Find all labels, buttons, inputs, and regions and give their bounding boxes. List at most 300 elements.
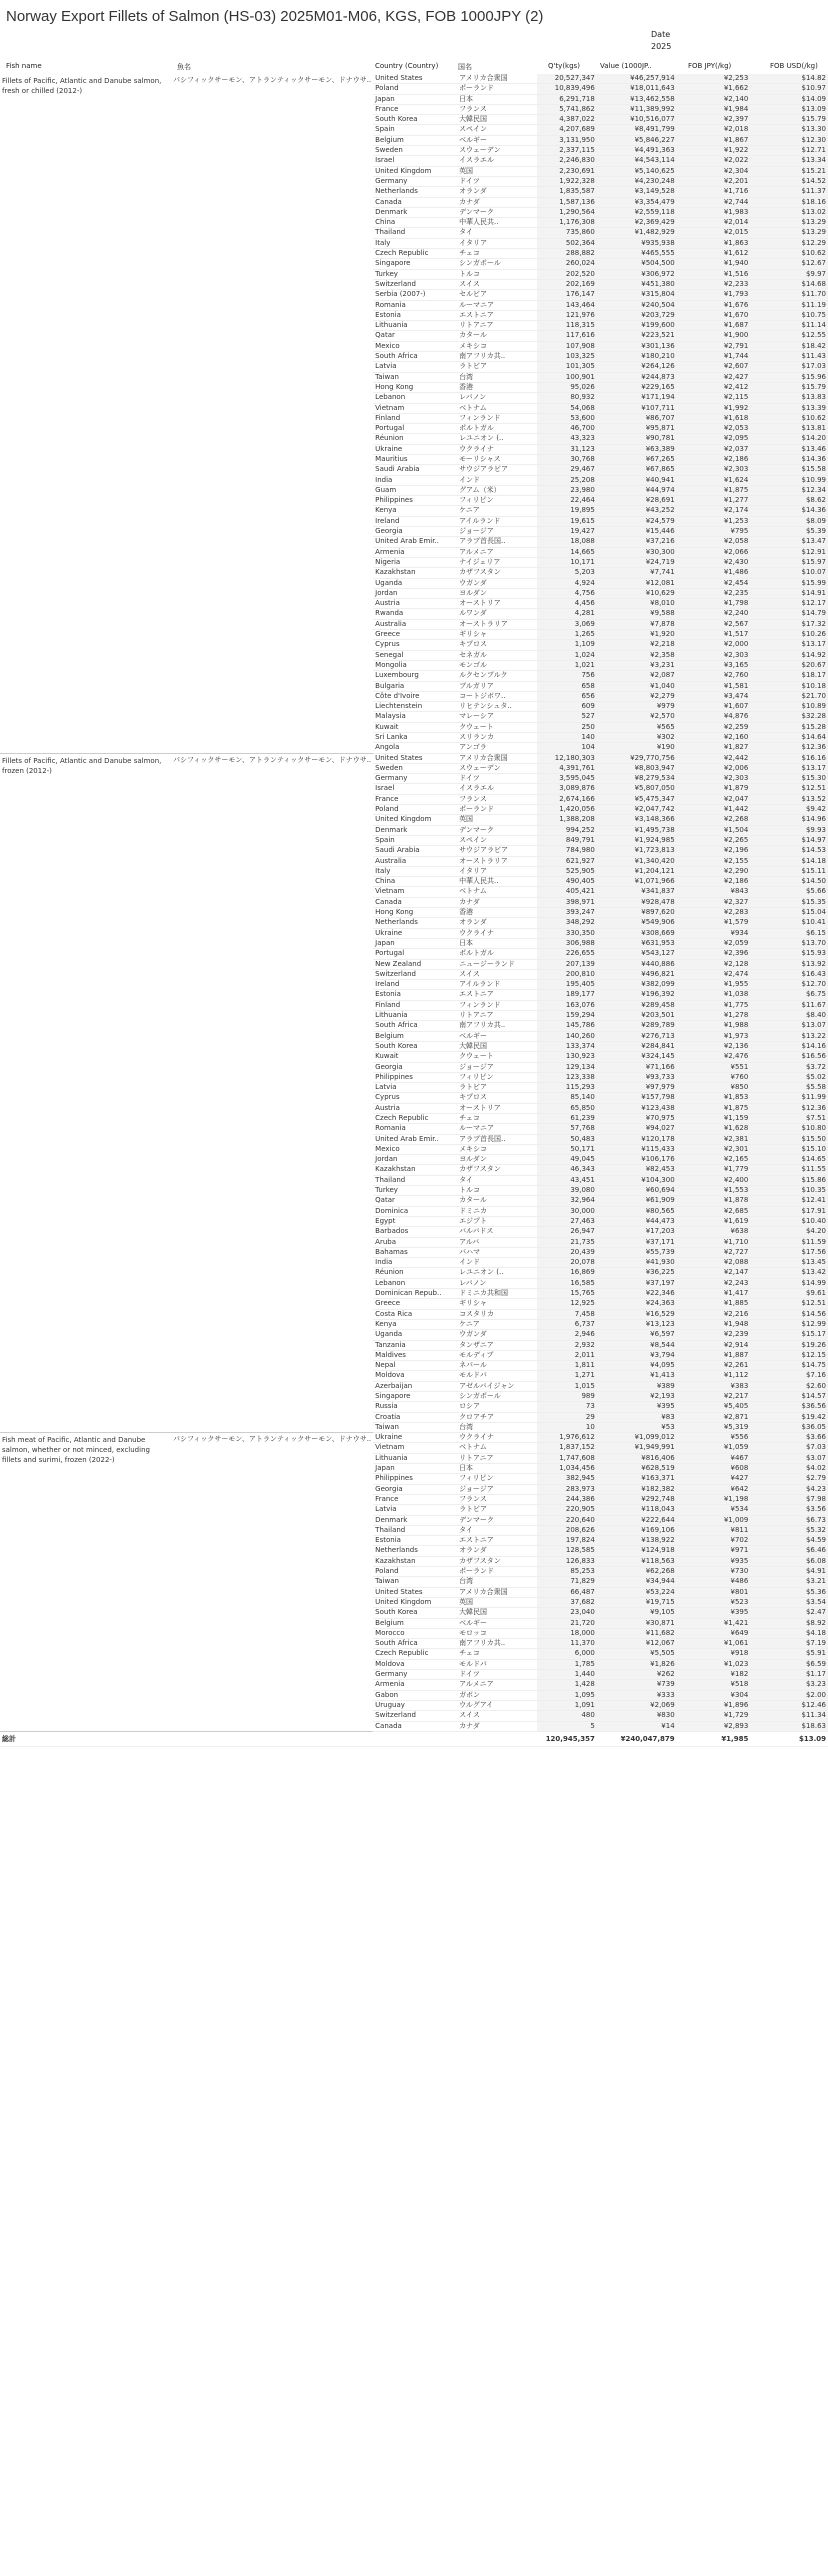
value-cell: ¥289,458 — [597, 1000, 677, 1010]
country-cell: Hong Kong — [373, 908, 457, 918]
country-cell: Liechtenstein — [373, 702, 457, 712]
fob-usd-cell: $10.62 — [750, 413, 828, 423]
country-cell: Denmark — [373, 1515, 457, 1525]
country-jp-cell: アラブ首長国.. — [457, 537, 537, 547]
country-jp-cell: デンマーク — [457, 825, 537, 835]
fob-usd-cell: $2.79 — [750, 1474, 828, 1484]
fob-jpy-cell: ¥1,618 — [677, 413, 751, 423]
country-jp-cell: リトアニア — [457, 1453, 537, 1463]
country-jp-cell: レユニオン (.. — [457, 1268, 537, 1278]
qty-cell: 46,343 — [537, 1165, 597, 1175]
fob-jpy-cell: ¥2,128 — [677, 959, 751, 969]
fob-usd-cell: $6.15 — [750, 928, 828, 938]
country-jp-cell: フィンランド — [457, 1000, 537, 1010]
fob-usd-cell: $13.47 — [750, 537, 828, 547]
fob-jpy-cell: ¥2,760 — [677, 671, 751, 681]
fob-usd-cell: $15.21 — [750, 166, 828, 176]
qty-cell: 621,927 — [537, 856, 597, 866]
country-cell: Kuwait — [373, 1052, 457, 1062]
fob-jpy-cell: ¥2,217 — [677, 1392, 751, 1402]
country-jp-cell: 台湾 — [457, 1422, 537, 1432]
fob-jpy-cell: ¥2,186 — [677, 877, 751, 887]
value-cell: ¥382,099 — [597, 980, 677, 990]
value-cell: ¥2,069 — [597, 1700, 677, 1710]
fob-jpy-cell: ¥534 — [677, 1505, 751, 1515]
country-cell: Lithuania — [373, 321, 457, 331]
fob-usd-cell: $13.09 — [750, 104, 828, 114]
country-cell: Ukraine — [373, 1433, 457, 1443]
country-jp-cell: ギリシャ — [457, 630, 537, 640]
date-header: Date — [651, 30, 671, 39]
fob-jpy-cell: ¥2,303 — [677, 774, 751, 784]
fob-jpy-cell: ¥1,827 — [677, 743, 751, 753]
fish-name-jp-cell: パシフィックサーモン、アトランティックサーモン、ドナウサ.. — [171, 74, 373, 753]
value-cell: ¥8,544 — [597, 1340, 677, 1350]
country-cell: Kenya — [373, 506, 457, 516]
country-jp-cell: 大韓民国 — [457, 1041, 537, 1051]
country-jp-cell: 南アフリカ共.. — [457, 352, 537, 362]
country-cell: Réunion — [373, 1268, 457, 1278]
qty-cell: 71,829 — [537, 1577, 597, 1587]
total-value: ¥240,047,879 — [597, 1731, 677, 1746]
fob-jpy-cell: ¥2,047 — [677, 794, 751, 804]
qty-cell: 849,791 — [537, 835, 597, 845]
fob-jpy-cell: ¥1,940 — [677, 259, 751, 269]
country-jp-cell: ルーマニア — [457, 1124, 537, 1134]
country-cell: United Arab Emir.. — [373, 1134, 457, 1144]
value-cell: ¥199,600 — [597, 321, 677, 331]
qty-cell: 118,315 — [537, 321, 597, 331]
country-jp-cell: レバノン — [457, 1278, 537, 1288]
value-cell: ¥82,453 — [597, 1165, 677, 1175]
country-jp-cell: アラブ首長国.. — [457, 1134, 537, 1144]
value-cell: ¥7,741 — [597, 568, 677, 578]
qty-cell: 31,123 — [537, 444, 597, 454]
country-cell: Belgium — [373, 1031, 457, 1041]
qty-cell: 128,585 — [537, 1546, 597, 1556]
country-jp-cell: リヒテンシュタ.. — [457, 702, 537, 712]
country-cell: Philippines — [373, 1474, 457, 1484]
qty-cell: 22,464 — [537, 496, 597, 506]
country-cell: Armenia — [373, 547, 457, 557]
country-jp-cell: ネパール — [457, 1361, 537, 1371]
country-jp-cell: チェコ — [457, 249, 537, 259]
value-cell: ¥106,176 — [597, 1155, 677, 1165]
qty-cell: 53,600 — [537, 413, 597, 423]
fob-usd-cell: $10.35 — [750, 1186, 828, 1196]
fob-usd-cell: $15.86 — [750, 1175, 828, 1185]
qty-cell: 189,177 — [537, 990, 597, 1000]
fob-usd-cell: $11.43 — [750, 352, 828, 362]
qty-cell: 1,176,308 — [537, 218, 597, 228]
fob-usd-cell: $13.29 — [750, 228, 828, 238]
fob-jpy-cell: ¥2,155 — [677, 856, 751, 866]
value-cell: ¥182,382 — [597, 1484, 677, 1494]
country-jp-cell: カタール — [457, 331, 537, 341]
country-cell: Lebanon — [373, 393, 457, 403]
country-cell: Netherlands — [373, 918, 457, 928]
fob-jpy-cell: ¥1,900 — [677, 331, 751, 341]
value-cell: ¥163,371 — [597, 1474, 677, 1484]
fob-jpy-cell: ¥730 — [677, 1567, 751, 1577]
country-cell: Saudi Arabia — [373, 846, 457, 856]
country-jp-cell: ケニア — [457, 1319, 537, 1329]
value-cell: ¥30,871 — [597, 1618, 677, 1628]
fob-usd-cell: $14.57 — [750, 1392, 828, 1402]
value-cell: ¥1,040 — [597, 681, 677, 691]
value-cell: ¥123,438 — [597, 1103, 677, 1113]
fob-usd-cell: $11.67 — [750, 1000, 828, 1010]
country-jp-cell: ウガンダ — [457, 1330, 537, 1340]
value-cell: ¥107,711 — [597, 403, 677, 413]
qty-cell: 4,391,761 — [537, 763, 597, 773]
fob-jpy-cell: ¥2,066 — [677, 547, 751, 557]
fob-jpy-cell: ¥1,516 — [677, 269, 751, 279]
country-cell: Sweden — [373, 763, 457, 773]
fob-jpy-cell: ¥1,278 — [677, 1011, 751, 1021]
qty-cell: 39,080 — [537, 1186, 597, 1196]
country-cell: Côte d'Ivoire — [373, 691, 457, 701]
country-cell: Germany — [373, 774, 457, 784]
qty-cell: 2,932 — [537, 1340, 597, 1350]
country-cell: Ireland — [373, 980, 457, 990]
qty-cell: 3,089,876 — [537, 784, 597, 794]
country-jp-cell: ベルギー — [457, 135, 537, 145]
country-jp-cell: ジョージア — [457, 527, 537, 537]
country-jp-cell: ベルギー — [457, 1031, 537, 1041]
value-cell: ¥451,380 — [597, 279, 677, 289]
fob-jpy-cell: ¥1,793 — [677, 290, 751, 300]
country-cell: Georgia — [373, 1484, 457, 1494]
country-cell: Georgia — [373, 1062, 457, 1072]
fob-usd-cell: $2.00 — [750, 1690, 828, 1700]
fob-jpy-cell: ¥2,396 — [677, 949, 751, 959]
fob-jpy-cell: ¥1,878 — [677, 1196, 751, 1206]
country-jp-cell: 大韓民国 — [457, 115, 537, 125]
fob-jpy-cell: ¥1,504 — [677, 825, 751, 835]
value-cell: ¥301,136 — [597, 341, 677, 351]
fob-usd-cell: $5.39 — [750, 527, 828, 537]
fob-jpy-cell: ¥2,160 — [677, 733, 751, 743]
value-cell: ¥37,197 — [597, 1278, 677, 1288]
qty-cell: 480 — [537, 1711, 597, 1721]
fob-usd-cell: $14.64 — [750, 733, 828, 743]
fob-usd-cell: $32.28 — [750, 712, 828, 722]
fob-jpy-cell: ¥395 — [677, 1608, 751, 1618]
country-cell: Vietnam — [373, 1443, 457, 1453]
fob-jpy-cell: ¥934 — [677, 928, 751, 938]
qty-cell: 12,180,303 — [537, 753, 597, 763]
country-jp-cell: メキシコ — [457, 341, 537, 351]
fob-jpy-cell: ¥2,216 — [677, 1309, 751, 1319]
value-cell: ¥15,446 — [597, 527, 677, 537]
country-jp-cell: シンガポール — [457, 259, 537, 269]
country-jp-cell: グアム（米） — [457, 485, 537, 495]
qty-cell: 29,467 — [537, 465, 597, 475]
country-jp-cell: アメリカ合衆国 — [457, 74, 537, 84]
qty-cell: 6,000 — [537, 1649, 597, 1659]
country-cell: Kazakhstan — [373, 1165, 457, 1175]
value-cell: ¥14 — [597, 1721, 677, 1731]
fob-jpy-cell: ¥1,421 — [677, 1618, 751, 1628]
fob-jpy-cell: ¥486 — [677, 1577, 751, 1587]
value-cell: ¥203,729 — [597, 310, 677, 320]
fob-jpy-cell: ¥1,716 — [677, 187, 751, 197]
value-cell: ¥24,719 — [597, 557, 677, 567]
country-jp-cell: アイルランド — [457, 980, 537, 990]
qty-cell: 19,615 — [537, 516, 597, 526]
country-jp-cell: ロシア — [457, 1402, 537, 1412]
country-jp-cell: 中華人民共.. — [457, 877, 537, 887]
fob-usd-cell: $10.41 — [750, 918, 828, 928]
country-cell: United States — [373, 753, 457, 763]
fob-jpy-cell: ¥1,744 — [677, 352, 751, 362]
country-cell: Greece — [373, 1299, 457, 1309]
qty-cell: 5,203 — [537, 568, 597, 578]
qty-cell: 66,487 — [537, 1587, 597, 1597]
fob-usd-cell: $19.42 — [750, 1412, 828, 1422]
fob-usd-cell: $36.56 — [750, 1402, 828, 1412]
qty-cell: 1,024 — [537, 650, 597, 660]
qty-cell: 989 — [537, 1392, 597, 1402]
country-cell: Vietnam — [373, 403, 457, 413]
qty-cell: 19,427 — [537, 527, 597, 537]
fob-usd-cell: $13.34 — [750, 156, 828, 166]
qty-cell: 10,839,496 — [537, 84, 597, 94]
fob-usd-cell: $12.36 — [750, 743, 828, 753]
qty-cell: 330,350 — [537, 928, 597, 938]
country-cell: Estonia — [373, 1536, 457, 1546]
country-jp-cell: リトアニア — [457, 1011, 537, 1021]
country-jp-cell: オランダ — [457, 918, 537, 928]
qty-cell: 1,747,608 — [537, 1453, 597, 1463]
country-cell: Romania — [373, 1124, 457, 1134]
fob-usd-cell: $15.79 — [750, 115, 828, 125]
fob-jpy-cell: ¥1,198 — [677, 1494, 751, 1504]
fob-jpy-cell: ¥702 — [677, 1536, 751, 1546]
value-cell: ¥55,739 — [597, 1247, 677, 1257]
fob-jpy-cell: ¥1,948 — [677, 1319, 751, 1329]
qty-cell: 4,387,022 — [537, 115, 597, 125]
qty-cell: 123,338 — [537, 1072, 597, 1082]
fob-usd-cell: $13.39 — [750, 403, 828, 413]
qty-cell: 1,290,564 — [537, 207, 597, 217]
fob-usd-cell: $14.20 — [750, 434, 828, 444]
fob-usd-cell: $12.67 — [750, 259, 828, 269]
fob-usd-cell: $19.26 — [750, 1340, 828, 1350]
country-jp-cell: ベルギー — [457, 1618, 537, 1628]
fob-usd-cell: $13.02 — [750, 207, 828, 217]
fob-usd-cell: $11.70 — [750, 290, 828, 300]
value-cell: ¥4,095 — [597, 1361, 677, 1371]
qty-cell: 1,021 — [537, 660, 597, 670]
country-cell: Latvia — [373, 1083, 457, 1093]
fob-jpy-cell: ¥2,015 — [677, 228, 751, 238]
qty-cell: 21,720 — [537, 1618, 597, 1628]
fob-jpy-cell: ¥2,744 — [677, 197, 751, 207]
fob-jpy-cell: ¥1,798 — [677, 599, 751, 609]
qty-cell: 16,869 — [537, 1268, 597, 1278]
value-cell: ¥180,210 — [597, 352, 677, 362]
country-jp-cell: デンマーク — [457, 207, 537, 217]
fob-jpy-cell: ¥556 — [677, 1433, 751, 1443]
fob-jpy-cell: ¥2,454 — [677, 578, 751, 588]
fob-usd-cell: $14.91 — [750, 588, 828, 598]
fob-jpy-cell: ¥2,196 — [677, 846, 751, 856]
country-jp-cell: 中華人民共.. — [457, 218, 537, 228]
fish-name-cell: Fish meat of Pacific, Atlantic and Danube salmon, whether or not minced, excluding fillets and surimi, frozen (2022-) — [0, 1433, 171, 1732]
country-cell: Jordan — [373, 588, 457, 598]
fob-jpy-cell: ¥2,301 — [677, 1144, 751, 1154]
qty-cell: 49,045 — [537, 1155, 597, 1165]
value-cell: ¥61,909 — [597, 1196, 677, 1206]
qty-cell: 107,908 — [537, 341, 597, 351]
country-cell: United Kingdom — [373, 815, 457, 825]
country-jp-cell: 英国 — [457, 1597, 537, 1607]
value-cell: ¥67,265 — [597, 454, 677, 464]
value-cell: ¥302 — [597, 733, 677, 743]
fob-usd-cell: $15.79 — [750, 382, 828, 392]
value-cell: ¥276,713 — [597, 1031, 677, 1041]
qty-cell: 1,095 — [537, 1690, 597, 1700]
fob-jpy-cell: ¥1,670 — [677, 310, 751, 320]
fish-name-cell: Fillets of Pacific, Atlantic and Danube salmon, frozen (2012-) — [0, 753, 171, 1433]
qty-cell: 244,386 — [537, 1494, 597, 1504]
qty-cell: 115,293 — [537, 1083, 597, 1093]
country-cell: South Africa — [373, 1639, 457, 1649]
country-jp-cell: ポーランド — [457, 1567, 537, 1577]
qty-cell: 200,810 — [537, 969, 597, 979]
qty-cell: 656 — [537, 691, 597, 701]
value-cell: ¥341,837 — [597, 887, 677, 897]
country-cell: Italy — [373, 866, 457, 876]
fob-jpy-cell: ¥2,290 — [677, 866, 751, 876]
qty-cell: 382,945 — [537, 1474, 597, 1484]
fob-usd-cell: $11.99 — [750, 1093, 828, 1103]
country-jp-cell: ウクライナ — [457, 1433, 537, 1443]
value-cell: ¥43,252 — [597, 506, 677, 516]
value-cell: ¥4,543,114 — [597, 156, 677, 166]
qty-cell: 30,000 — [537, 1206, 597, 1216]
country-jp-cell: ウクライナ — [457, 928, 537, 938]
country-cell: Philippines — [373, 496, 457, 506]
country-jp-cell: モーリシャス — [457, 454, 537, 464]
value-cell: ¥5,807,050 — [597, 784, 677, 794]
fob-jpy-cell: ¥182 — [677, 1670, 751, 1680]
fob-jpy-cell: ¥2,442 — [677, 753, 751, 763]
total-fob-usd: $13.09 — [750, 1731, 828, 1746]
fob-jpy-cell: ¥1,687 — [677, 321, 751, 331]
country-jp-header: 国名 — [458, 63, 472, 71]
value-cell: ¥830 — [597, 1711, 677, 1721]
value-cell: ¥115,433 — [597, 1144, 677, 1154]
country-jp-cell: ドミニカ共和国 — [457, 1289, 537, 1299]
qty-cell: 2,674,166 — [537, 794, 597, 804]
qty-cell: 54,068 — [537, 403, 597, 413]
country-cell: Bahamas — [373, 1247, 457, 1257]
fob-usd-cell: $10.07 — [750, 568, 828, 578]
fob-jpy-cell: ¥1,619 — [677, 1216, 751, 1226]
fob-jpy-cell: ¥427 — [677, 1474, 751, 1484]
fob-usd-cell: $7.98 — [750, 1494, 828, 1504]
qty-cell: 4,756 — [537, 588, 597, 598]
qty-cell: 14,665 — [537, 547, 597, 557]
country-cell: Hong Kong — [373, 382, 457, 392]
fob-jpy-cell: ¥795 — [677, 527, 751, 537]
country-cell: Canada — [373, 1721, 457, 1731]
country-cell: Portugal — [373, 949, 457, 959]
value-cell: ¥935,938 — [597, 238, 677, 248]
country-jp-cell: 英国 — [457, 815, 537, 825]
fob-jpy-cell: ¥5,405 — [677, 1402, 751, 1412]
fob-jpy-cell: ¥2,303 — [677, 650, 751, 660]
fob-jpy-cell: ¥3,165 — [677, 660, 751, 670]
value-cell: ¥3,149,528 — [597, 187, 677, 197]
country-jp-cell: チェコ — [457, 1649, 537, 1659]
qty-cell: 11,370 — [537, 1639, 597, 1649]
fob-usd-cell: $12.51 — [750, 784, 828, 794]
value-cell: ¥1,482,929 — [597, 228, 677, 238]
fob-jpy-cell: ¥2,018 — [677, 125, 751, 135]
qty-cell: 129,134 — [537, 1062, 597, 1072]
value-cell: ¥3,354,479 — [597, 197, 677, 207]
country-cell: New Zealand — [373, 959, 457, 969]
fob-usd-cell: $13.07 — [750, 1021, 828, 1031]
fob-usd-cell: $9.42 — [750, 805, 828, 815]
value-cell: ¥67,865 — [597, 465, 677, 475]
qty-cell: 405,421 — [537, 887, 597, 897]
fob-jpy-cell: ¥2,412 — [677, 382, 751, 392]
qty-cell: 1,922,328 — [537, 176, 597, 186]
country-jp-cell: スウェーデン — [457, 146, 537, 156]
country-cell: Mexico — [373, 1144, 457, 1154]
fob-usd-cell: $12.99 — [750, 1319, 828, 1329]
fob-jpy-cell: ¥1,442 — [677, 805, 751, 815]
qty-cell: 50,483 — [537, 1134, 597, 1144]
qty-cell: 4,281 — [537, 609, 597, 619]
fob-usd-cell: $12.29 — [750, 238, 828, 248]
country-jp-cell: サウジアラビア — [457, 465, 537, 475]
qty-cell: 73 — [537, 1402, 597, 1412]
fob-usd-cell: $15.50 — [750, 1134, 828, 1144]
fob-usd-cell: $13.46 — [750, 444, 828, 454]
value-cell: ¥1,204,121 — [597, 866, 677, 876]
value-cell: ¥389 — [597, 1381, 677, 1391]
fob-jpy-cell: ¥523 — [677, 1597, 751, 1607]
country-cell: China — [373, 877, 457, 887]
fob-jpy-cell: ¥1,662 — [677, 84, 751, 94]
country-cell: Finland — [373, 1000, 457, 1010]
country-cell: Kenya — [373, 1319, 457, 1329]
fob-usd-cell: $14.68 — [750, 279, 828, 289]
country-jp-cell: 南アフリカ共.. — [457, 1639, 537, 1649]
qty-cell: 57,768 — [537, 1124, 597, 1134]
fob-usd-cell: $4.91 — [750, 1567, 828, 1577]
fob-jpy-cell: ¥2,186 — [677, 454, 751, 464]
value-cell: ¥2,358 — [597, 650, 677, 660]
value-cell: ¥28,691 — [597, 496, 677, 506]
fob-usd-cell: $12.30 — [750, 135, 828, 145]
fob-jpy-cell: ¥2,268 — [677, 815, 751, 825]
country-cell: Turkey — [373, 1186, 457, 1196]
fob-jpy-cell: ¥3,474 — [677, 691, 751, 701]
fob-jpy-cell: ¥1,624 — [677, 475, 751, 485]
country-cell: Costa Rica — [373, 1309, 457, 1319]
country-jp-cell: デンマーク — [457, 1515, 537, 1525]
qty-cell: 27,463 — [537, 1216, 597, 1226]
qty-cell: 117,616 — [537, 331, 597, 341]
fob-usd-cell: $13.45 — [750, 1258, 828, 1268]
